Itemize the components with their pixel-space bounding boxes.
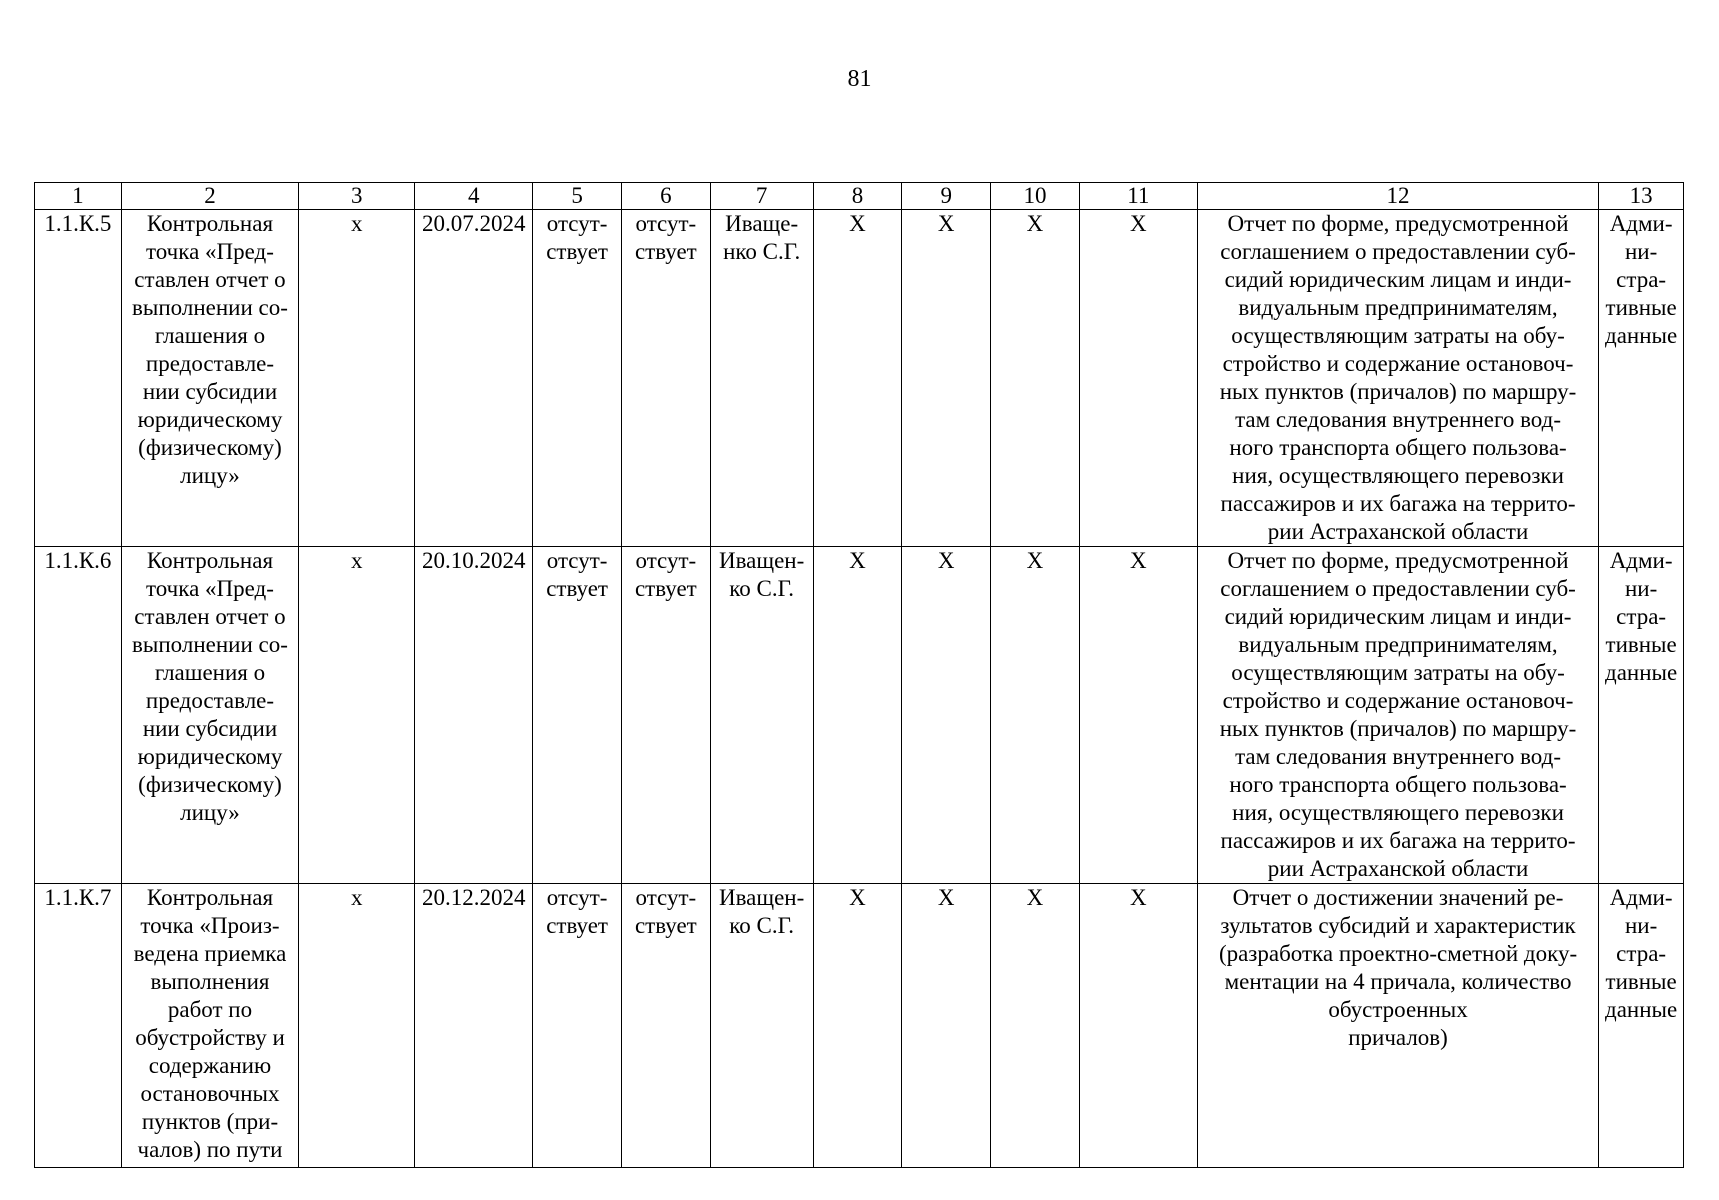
deadline-date: 20.12.2024 <box>415 884 533 1168</box>
column-header: 3 <box>299 183 415 210</box>
cell-col10: Х <box>991 210 1080 547</box>
row-id: 1.1.К.5 <box>35 210 122 547</box>
cell-col6: отсут- ствует <box>621 210 710 547</box>
deadline-date: 20.07.2024 <box>415 210 533 547</box>
data-source: Адми- ни- стра- тивные данные <box>1599 884 1684 1168</box>
row-id: 1.1.К.7 <box>35 884 122 1168</box>
row-id: 1.1.К.6 <box>35 547 122 884</box>
data-source: Адми- ни- стра- тивные данные <box>1599 547 1684 884</box>
column-header: 10 <box>991 183 1080 210</box>
table-row <box>35 210 1684 547</box>
cell-col3: х <box>299 547 415 884</box>
cell-col8: Х <box>813 547 902 884</box>
column-header: 9 <box>902 183 991 210</box>
column-header: 4 <box>415 183 533 210</box>
document-description: Отчет по форме, предусмотренной соглашением о предоставлении суб- сидий юридическим лицам и инди- видуальным предпринимателям, осуществляющим затраты на обу- стройство и содержание остановоч- ных пунктов (причалов) по маршру- там следования внутреннего вод- ного транспорта общего пользова- ния, осуществляющего перевозки пассажиров и их багажа на террито- рии Астраханской области <box>1197 547 1598 884</box>
cell-col8: Х <box>813 210 902 547</box>
control-points-table <box>34 182 1684 1168</box>
cell-col9: Х <box>902 547 991 884</box>
column-header: 1 <box>35 183 122 210</box>
cell-col5: отсут- ствует <box>533 884 622 1168</box>
responsible-person: Иващен- ко С.Г. <box>710 547 813 884</box>
deadline-date: 20.10.2024 <box>415 547 533 884</box>
column-header: 6 <box>621 183 710 210</box>
cell-col5: отсут- ствует <box>533 210 622 547</box>
cell-col10: Х <box>991 884 1080 1168</box>
responsible-person: Иващен- ко С.Г. <box>710 884 813 1168</box>
cell-col6: отсут- ствует <box>621 884 710 1168</box>
column-header: 2 <box>121 183 299 210</box>
column-header: 13 <box>1599 183 1684 210</box>
cell-col3: х <box>299 884 415 1168</box>
page-number: 81 <box>847 66 872 92</box>
column-header: 11 <box>1079 183 1197 210</box>
cell-col9: Х <box>902 210 991 547</box>
cell-col11: Х <box>1079 884 1197 1168</box>
cell-col11: Х <box>1079 210 1197 547</box>
column-header: 7 <box>710 183 813 210</box>
control-point-name: Контрольная точка «Пред- ставлен отчет о выполнении со- глашения о предоставле- нии субсидии юридическому (физическому) лицу» <box>121 547 299 884</box>
cell-col5: отсут- ствует <box>533 547 622 884</box>
column-header: 5 <box>533 183 622 210</box>
column-header: 8 <box>813 183 902 210</box>
column-header: 12 <box>1197 183 1598 210</box>
table-row <box>35 547 1684 884</box>
cell-col9: Х <box>902 884 991 1168</box>
responsible-person: Иваще- нко С.Г. <box>710 210 813 547</box>
table-row <box>35 884 1684 1168</box>
cell-col10: Х <box>991 547 1080 884</box>
cell-col6: отсут- ствует <box>621 547 710 884</box>
table-header-row <box>35 183 1684 210</box>
document-description: Отчет по форме, предусмотренной соглашением о предоставлении суб- сидий юридическим лицам и инди- видуальным предпринимателям, осуществляющим затраты на обу- стройство и содержание остановоч- ных пунктов (причалов) по маршру- там следования внутреннего вод- ного транспорта общего пользова- ния, осуществляющего перевозки пассажиров и их багажа на террито- рии Астраханской области <box>1197 210 1598 547</box>
data-source: Адми- ни- стра- тивные данные <box>1599 210 1684 547</box>
cell-col11: Х <box>1079 547 1197 884</box>
control-point-name: Контрольная точка «Пред- ставлен отчет о выполнении со- глашения о предоставле- нии субсидии юридическому (физическому) лицу» <box>121 210 299 547</box>
control-point-name: Контрольная точка «Произ- ведена приемка выполнения работ по обустройству и содержанию остановочных пунктов (при- чалов) по пути <box>121 884 299 1168</box>
cell-col3: х <box>299 210 415 547</box>
document-description: Отчет о достижении значений ре- зультатов субсидий и характеристик (разработка проектно-сметной доку- ментации на 4 причала, количество обустроенных причалов) <box>1197 884 1598 1168</box>
cell-col8: Х <box>813 884 902 1168</box>
